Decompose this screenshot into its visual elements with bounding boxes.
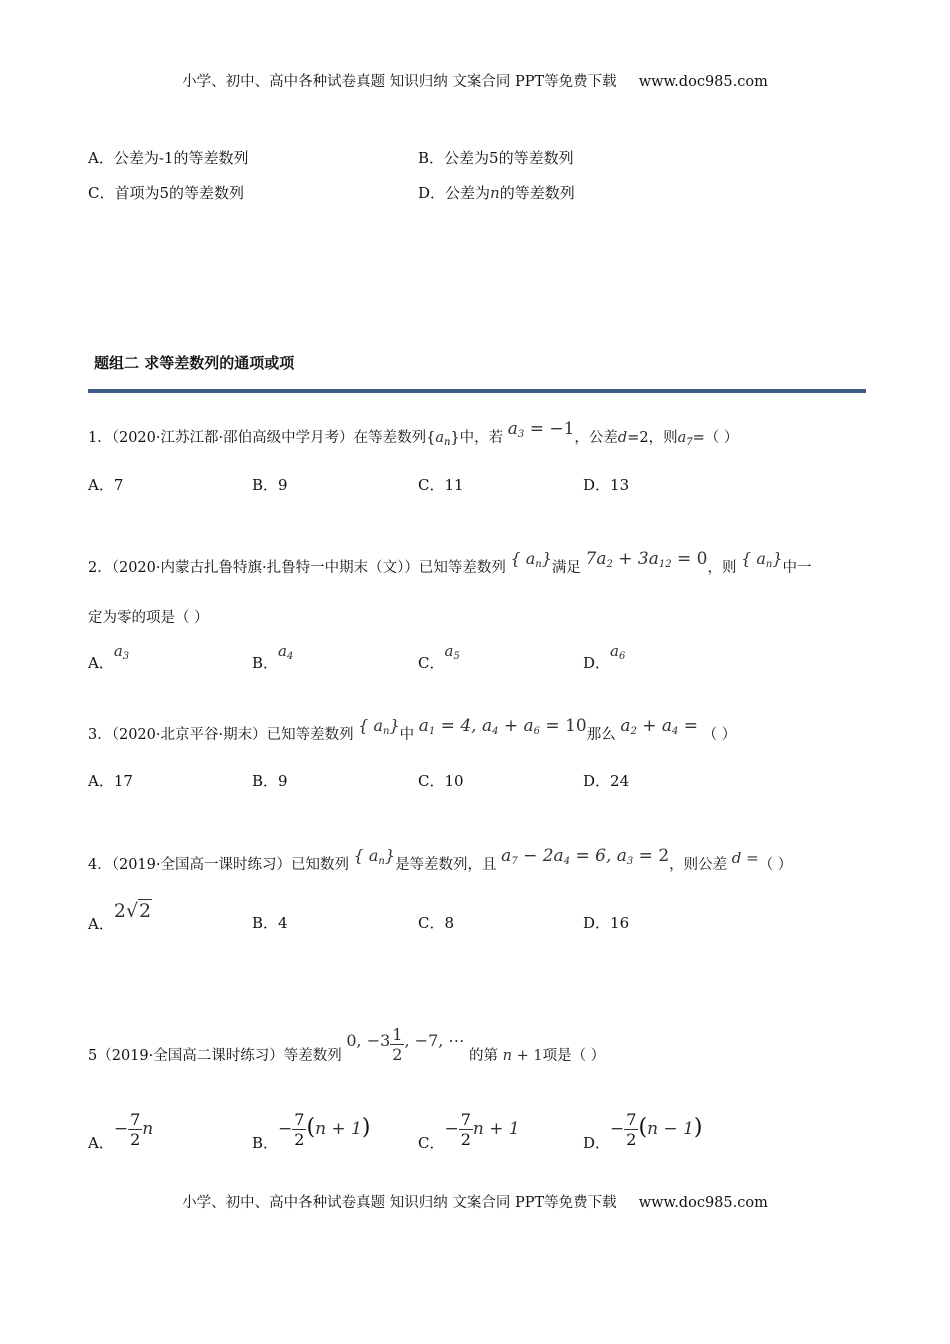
section-divider bbox=[88, 389, 866, 393]
prev-option-d: D．公差为n的等差数列 bbox=[418, 184, 575, 202]
prev-option-a: A．公差为-1的等差数列 bbox=[88, 149, 249, 167]
q4-option-d[interactable]: D．16 bbox=[583, 914, 630, 932]
q2-option-a[interactable]: A．$a_3$ bbox=[88, 642, 130, 672]
header-text: 小学、初中、高中各种试卷真题 知识归纳 文案合同 PPT等免费下载 bbox=[182, 74, 617, 90]
q5-option-c[interactable]: C．− $\frac{7}{2}$ n + 1 bbox=[418, 1110, 520, 1152]
q4-option-c[interactable]: C．8 bbox=[418, 914, 455, 932]
question-2-stem-line2: 定为零的项是（ ） bbox=[88, 610, 209, 626]
question-5-stem: 5（2019·全国高二课时练习）等差数列 0, −3 $\frac{1}{2}$ , −7, ⋯ 的第 n + 1项是（ ） bbox=[88, 1025, 606, 1064]
header-site-link[interactable]: www.doc985.com bbox=[638, 74, 768, 90]
footer-site-link[interactable]: www.doc985.com bbox=[638, 1195, 768, 1211]
q2-option-d[interactable]: D．$a_6$ bbox=[583, 642, 626, 672]
q2-option-b[interactable]: B．$a_4$ bbox=[252, 642, 294, 672]
prev-option-b: B．公差为5的等差数列 bbox=[418, 149, 574, 167]
q5-option-b[interactable]: B．− $\frac{7}{2}$ (n + 1) bbox=[252, 1110, 371, 1152]
page-header bbox=[0, 70, 950, 91]
footer-text: 小学、初中、高中各种试卷真题 知识归纳 文案合同 PPT等免费下载 bbox=[182, 1195, 617, 1211]
page-footer bbox=[0, 1191, 950, 1212]
q1-option-d[interactable]: D．13 bbox=[583, 476, 630, 494]
q2-option-c[interactable]: C．$a_5$ bbox=[418, 642, 460, 672]
sqrt-expression: 2√2 bbox=[113, 900, 152, 922]
q3-option-b[interactable]: B．9 bbox=[252, 772, 288, 790]
q1-option-a[interactable]: A．7 bbox=[88, 476, 124, 494]
question-2-stem: 2．（2020·内蒙古扎鲁特旗·扎鲁特一中期末（文））已知等差数列 { $a_n$}满足 $7a_2 + 3a_{12} = 0$，则 { $a_n$}中一 bbox=[88, 549, 812, 576]
prev-option-c: C．首项为5的等差数列 bbox=[88, 184, 245, 202]
q5-option-d[interactable]: D．− $\frac{7}{2}$ (n − 1) bbox=[583, 1110, 703, 1152]
q1-option-b[interactable]: B．9 bbox=[252, 476, 288, 494]
q4-option-a[interactable]: A．2√2 bbox=[88, 900, 152, 933]
q4-option-b[interactable]: B．4 bbox=[252, 914, 288, 932]
q1-option-c[interactable]: C．11 bbox=[418, 476, 464, 494]
q3-option-d[interactable]: D．24 bbox=[583, 772, 630, 790]
question-4-stem: 4．（2019·全国高一课时练习）已知数列 { $a_n$}是等差数列，且 $a_7 - 2a_4 = 6$, $a_3 = 2$，则公差 d =（ ） bbox=[88, 846, 793, 873]
q5-option-a[interactable]: A．− $\frac{7}{2}$ n bbox=[88, 1110, 154, 1152]
q3-option-a[interactable]: A．17 bbox=[88, 772, 133, 790]
question-1-stem: 1．（2020·江苏江都·邵伯高级中学月考）在等差数列$\{a_n\}$中，若 $a_3 = -1$，公差d=2，则$a_7=$（ ） bbox=[88, 419, 739, 448]
section-title: 题组二 求等差数列的通项或项 bbox=[94, 354, 295, 372]
question-3-stem: 3．（2020·北京平谷·期末）已知等差数列 { $a_n$}中 $a_1 = 4$, $a_4 + a_6 = 10$那么 $a_2 + a_4$ = （ ） bbox=[88, 716, 737, 743]
q3-option-c[interactable]: C．10 bbox=[418, 772, 464, 790]
